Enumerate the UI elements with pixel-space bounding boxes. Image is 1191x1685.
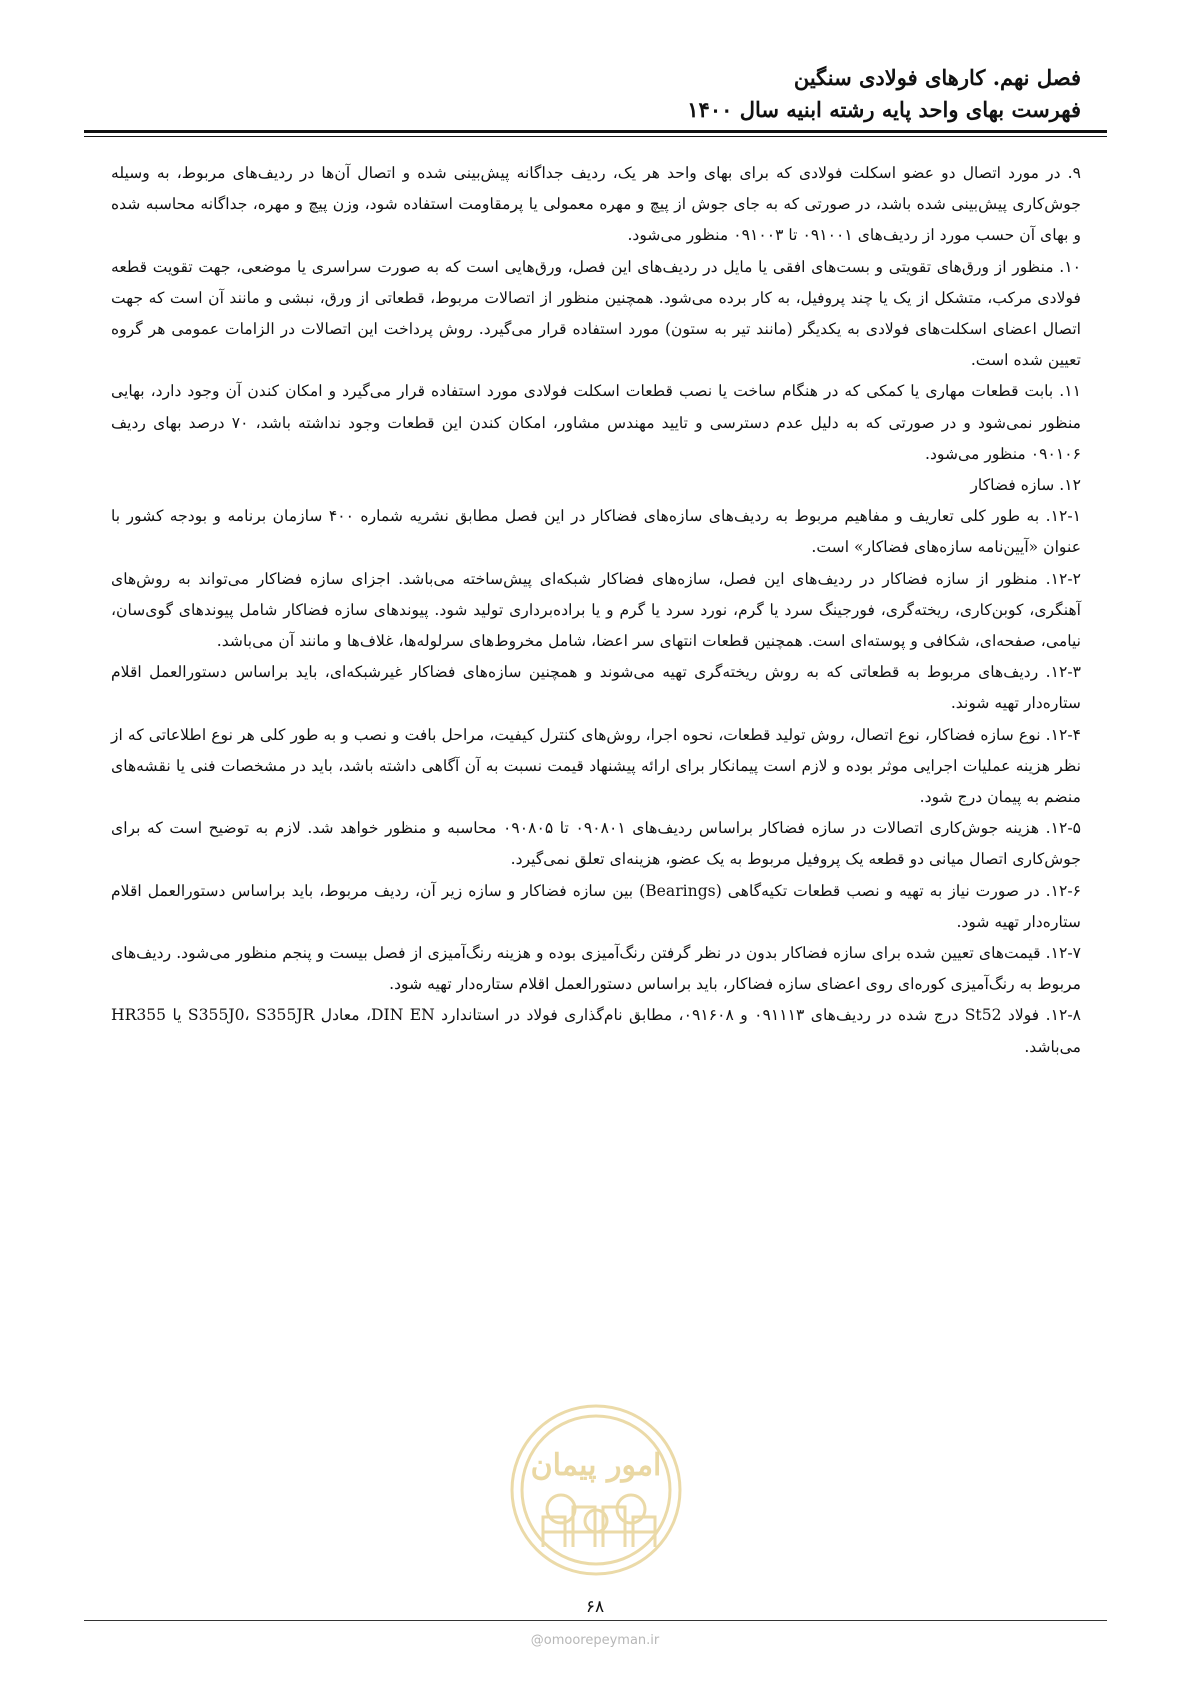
gear-logo-icon — [503, 1397, 689, 1583]
paragraph-12-3: ۱۲-۳. ردیف‌های مربوط به قطعاتی که به روش ریخته‌گری تهیه می‌شوند و همچنین سازه‌های فضاکار غیرشبکه‌ای، باید براساس دستورالعمل اقلام ستاره‌دار تهیه شوند. — [111, 663, 1081, 713]
book-title: فهرست بهای واحد پایه رشته ابنیه سال ۱۴۰۰ — [687, 97, 1081, 122]
paragraph-12-heading: ۱۲. سازه فضاکار — [970, 476, 1081, 495]
paragraph-12-1: ۱۲-۱. به طور کلی تعاریف و مفاهیم مربوط به ردیف‌های سازه‌های فضاکار در این فصل مطابق نشریه شماره ۴۰۰ سازمان برنامه و بودجه کشور با عنوان «آیین‌نامه سازه‌های فضاکار» است. — [111, 507, 1081, 557]
header-rule-thick — [84, 130, 1107, 133]
paragraph-12-4: ۱۲-۴. نوع سازه فضاکار، نوع اتصال، روش تولید قطعات، نحوه اجرا، روش‌های کنترل کیفیت، مراحل بافت و نصب و به طور کلی هر نوع اطلاعاتی که از نظر هزینه عملیات اجرایی موثر بوده و لازم است پیمانکار برای ارائه پیشنهاد قیمت نسبت به آن آگاهی داشته باشد، باید در مشخصات فنی یا نقشه‌های منضم به پیمان درج شود. — [111, 725, 1081, 807]
paragraph-11: ۱۱. بابت قطعات مهاری یا کمکی که در هنگام ساخت یا نصب قطعات اسکلت فولادی مورد استفاده قرار می‌گیرد و امکان کندن آن وجود دارد، بهایی منظور نمی‌شود و در صورتی که به دلیل عدم دسترسی و تایید مهندس مشاور، امکان کندن این قطعات وجود نداشته باشد، ۷۰ درصد بهای ردیف ۰۹۰۱۰۶ منظور می‌شود. — [111, 382, 1082, 463]
watermark-site: @omoorepeyman.ir — [530, 1633, 660, 1648]
chapter-title: فصل نهم. کارهای فولادی سنگین — [793, 65, 1081, 90]
footer-rule — [84, 1620, 1107, 1621]
paragraph-12-2: ۱۲-۲. منظور از سازه فضاکار در ردیف‌های این فصل، سازه‌های فضاکار شبکه‌ای پیش‌ساخته می‌باشد. اجزای سازه فضاکار می‌تواند به روش‌های آهنگری، کوبن‌کاری، ریخته‌گری، فورجینگ سرد یا گرم، نورد سرد یا گرم و یا براده‌برداری تولید شود. پیوند‌های سازه فضاکار شامل پیوند‌های گوی‌سان، نیامی، صفحه‌ای، شکافی و پوسته‌ای است. همچنین قطعات انتهای سر اعضا، شامل مخروط‌های سرلوله‌ها، غلاف‌ها و مانند آن می‌باشد. — [111, 569, 1081, 651]
paragraph-12-5: ۱۲-۵. هزینه جوش‌کاری اتصالات در سازه فضاکار براساس ردیف‌های ۰۹۰۸۰۱ تا ۰۹۰۸۰۵ محاسبه و منظور خواهد شد. لازم به توضیح است که برای جوش‌کاری اتصال میانی دو قطعه یک پروفیل مربوط به یک عضو، هزینه‌ای تعلق نمی‌گیرد. — [111, 819, 1081, 869]
page-number: ۶۸ — [560, 1597, 630, 1617]
body-text — [111, 158, 1081, 1063]
watermark-logo — [503, 1397, 689, 1583]
watermark-logo-text: امور پیمان — [530, 1448, 662, 1483]
paragraph-12-7: ۱۲-۷. قیمت‌های تعیین شده برای سازه فضاکار بدون در نظر گرفتن رنگ‌آمیزی بوده و هزینه رنگ‌آمیزی از فصل بیست و پنجم منظور می‌شود. ردیف‌های مربوط به رنگ‌آمیزی کوره‌ای روی اعضای سازه فضاکار، باید براساس دستورالعمل اقلام ستاره‌دار تهیه شود. — [111, 944, 1081, 994]
page-header — [101, 62, 1081, 126]
paragraph-9: ۹. در مورد اتصال دو عضو اسکلت فولادی که برای بهای واحد هر یک، ردیف جداگانه پیش‌بینی شده و اتصال آن‌ها در ردیف‌های مربوط، به وسیله جوش‌کاری پیش‌بینی شده باشد، در صورتی که به جای جوش از پیچ و مهره معمولی یا پرمقاومت استفاده شود، وزن پیچ و مهره، جداگانه محاسبه شده و بهای آن حسب مورد از ردیف‌های ۰۹۱۰۰۱ تا ۰۹۱۰۰۳ منظور می‌شود. — [111, 164, 1081, 245]
paragraph-12-6: ۱۲-۶. در صورت نیاز به تهیه و نصب قطعات تکیه‌گاهی (Bearings) بین سازه فضاکار و سازه زیر آن، ردیف مربوط، باید براساس دستورالعمل اقلام ستاره‌دار تهیه شود. — [111, 881, 1082, 931]
header-rule-thin — [84, 136, 1107, 137]
paragraph-12-8: ۱۲-۸. فولاد St52 درج شده در ردیف‌های ۰۹۱۱۱۳ و ۰۹۱۶۰۸، مطابق نام‌گذاری فولاد در استاندارد DIN EN، معادل S355J0، S355JR یا HR355 می‌باشد. — [111, 1006, 1081, 1056]
paragraph-10: ۱۰. منظور از ورق‌های تقویتی و بست‌های افقی یا مایل در ردیف‌های این فصل، ورق‌هایی است که به صورت سراسری یا موضعی، جهت تقویت قطعه فولادی مرکب، متشکل از یک یا چند پروفیل، به کار برده می‌شود. همچنین منظور از اتصالات مربوط، قطعاتی از ورق، نبشی و مانند آن است که جهت اتصال اعضای اسکلت‌های فولادی به یکدیگر (مانند تیر به ستون) مورد استفاده قرار می‌گیرد. روش پرداخت این اتصالات در الزامات عمومی هر گروه تعیین شده است. — [111, 257, 1081, 370]
